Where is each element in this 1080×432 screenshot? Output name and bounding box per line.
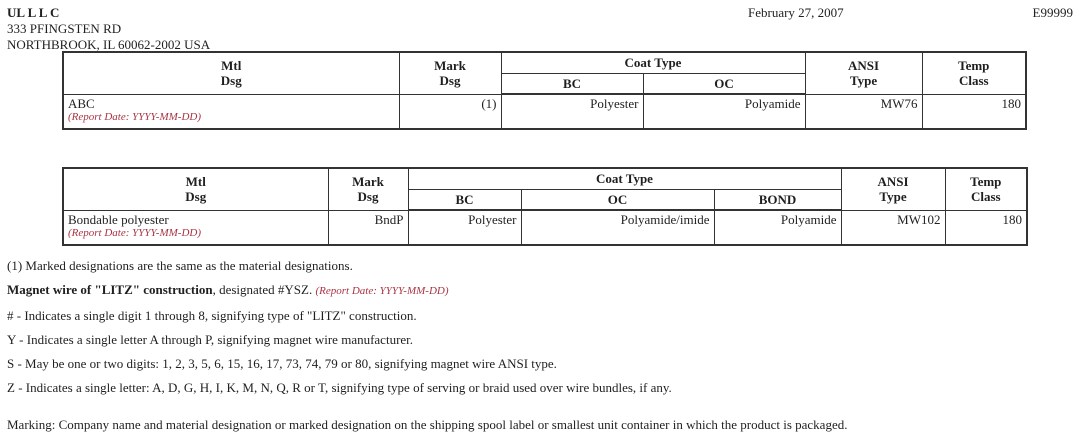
table2-header-mark-dsg: Mark Dsg <box>328 168 408 210</box>
table2-header-bc: BC <box>408 189 521 210</box>
note-marking: Marking: Company name and material designation or marked designation on the shipping spool label or smallest unit container in which the product is packaged. <box>7 417 848 432</box>
material-designation: ABC <box>68 95 95 111</box>
company-name: UL L L C <box>7 5 60 20</box>
address-line-2: NORTHBROOK, IL 60062-2002 USA <box>7 37 211 52</box>
document-header <box>0 0 1080 52</box>
address-line-1: 333 PFINGSTEN RD <box>7 21 122 36</box>
table1-header-ansi-type: ANSI Type <box>805 52 922 94</box>
report-date: (Report Date: YYYY-MM-DD) <box>68 110 202 123</box>
table-row <box>63 94 1026 129</box>
note-hash-digit: # - Indicates a single digit 1 through 8, signifying type of "LITZ" construction. <box>7 308 417 323</box>
table2-header-bond: BOND <box>714 189 841 210</box>
report-date: (Report Date: YYYY-MM-DD) <box>68 226 202 239</box>
file-number: E99999 <box>1032 5 1073 20</box>
notes-section <box>7 259 1073 431</box>
table1-header-temp-class: Temp Class <box>922 52 1026 94</box>
table1-header-mark-dsg: Mark Dsg <box>399 52 501 94</box>
spec-table-2 <box>62 167 1028 246</box>
table1-cell-mark-dsg: (1) <box>399 94 501 129</box>
table1-cell-ansi-type: MW76 <box>805 94 922 129</box>
note-litz-construction <box>7 283 1073 298</box>
table1-header-coat-type: Coat Type <box>501 52 805 73</box>
table2-cell-temp-class: 180 <box>945 210 1027 245</box>
table2-header-temp-class: Temp Class <box>945 168 1027 210</box>
table2-header-oc: OC <box>521 189 714 210</box>
table1-cell-temp-class: 180 <box>922 94 1026 129</box>
material-designation: Bondable polyester <box>68 211 169 227</box>
note-marked-designations: (1) Marked designations are the same as the material designations. <box>7 258 353 273</box>
document-date: February 27, 2007 <box>748 5 844 20</box>
note-s-digits: S - May be one or two digits: 1, 2, 3, 5, 6, 15, 16, 17, 73, 74, 79 or 80, signifying magnet wire ANSI type. <box>7 356 557 371</box>
table2-cell-bond: Polyamide <box>714 210 841 245</box>
table2-header-mtl-dsg: Mtl Dsg <box>63 168 328 210</box>
table1-header-mtl-dsg: Mtl Dsg <box>63 52 399 94</box>
table1-cell-oc: Polyamide <box>643 94 805 129</box>
table1-header-bc: BC <box>501 73 643 94</box>
note-z-letter: Z - Indicates a single letter: A, D, G, H, I, K, M, N, Q, R or T, signifying type of serving or braid used over wire bundles, if any. <box>7 380 672 395</box>
table2-header-coat-type: Coat Type <box>408 168 841 189</box>
table2-header-ansi-type: ANSI Type <box>841 168 945 210</box>
table-row <box>63 210 1027 245</box>
litz-rest-text: , designated #YSZ. <box>212 282 313 297</box>
spec-table-1 <box>62 51 1027 130</box>
table1-header-row-top <box>63 52 1026 73</box>
table2-header-row-top <box>63 168 1027 189</box>
table1-cell-bc: Polyester <box>501 94 643 129</box>
table2-cell-bc: Polyester <box>408 210 521 245</box>
report-date: (Report Date: YYYY-MM-DD) <box>315 285 449 297</box>
table1-header-oc: OC <box>643 73 805 94</box>
table2-cell-ansi-type: MW102 <box>841 210 945 245</box>
table2-cell-oc: Polyamide/imide <box>521 210 714 245</box>
note-y-letter: Y - Indicates a single letter A through P, signifying magnet wire manufacturer. <box>7 332 414 347</box>
table1-cell-mtl-dsg <box>63 94 399 129</box>
table2-cell-mtl-dsg <box>63 210 328 245</box>
table2-cell-mark-dsg: BndP <box>328 210 408 245</box>
litz-bold-text: Magnet wire of "LITZ" construction <box>7 282 213 297</box>
